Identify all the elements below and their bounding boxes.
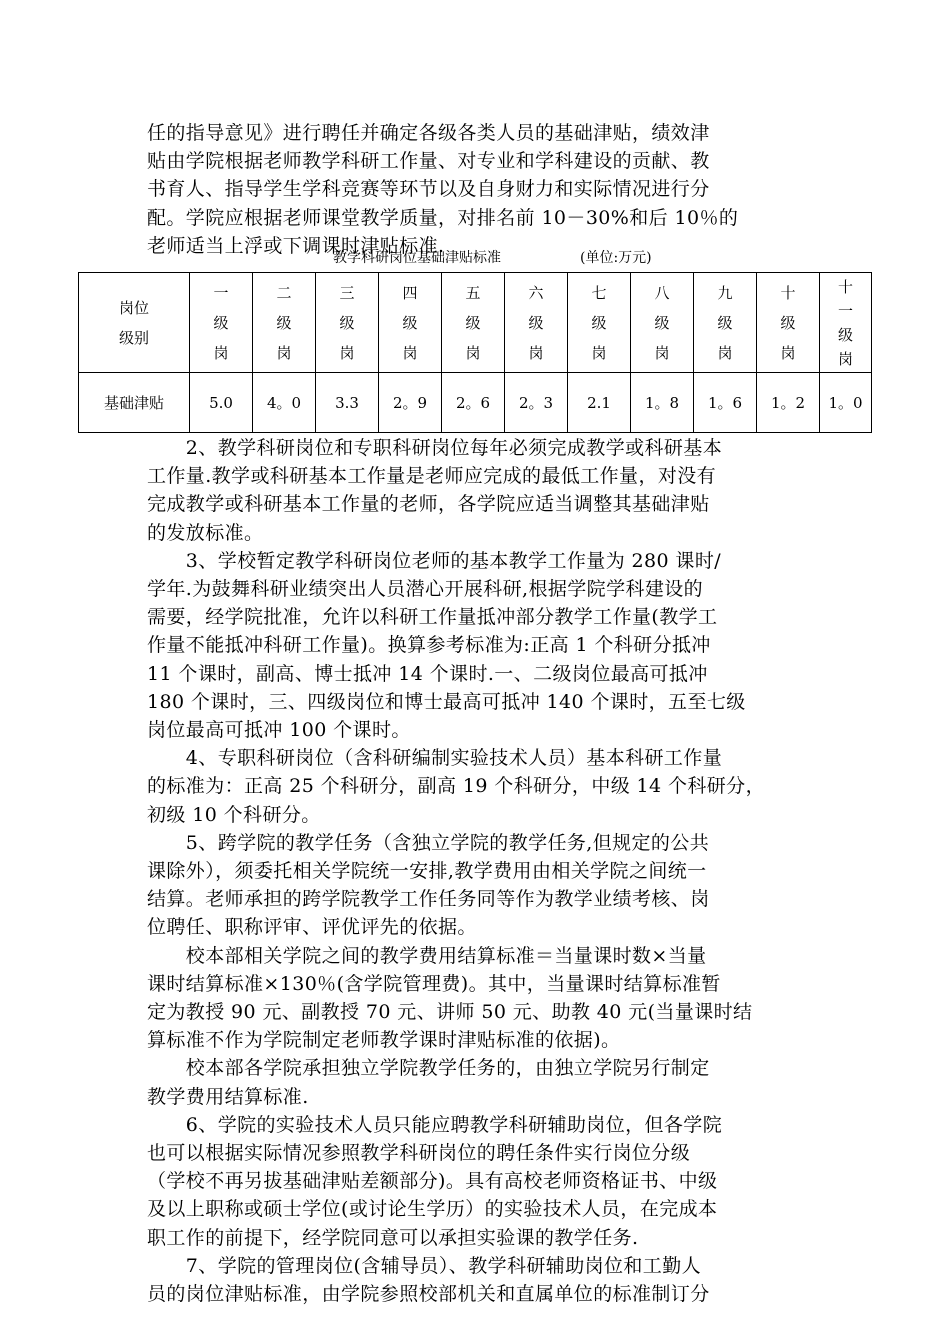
allowance-value-cell: 5.0: [190, 373, 253, 433]
text-line: 的标准为：正高 25 个科研分，副高 19 个科研分，中级 14 个科研分，: [147, 775, 765, 798]
text-line: 也可以根据实际情况参照教学科研岗位的聘任条件实行岗位分级: [147, 1142, 691, 1165]
text-line: 定为教授 90 元、副教授 70 元、讲师 50 元、助教 40 元(当量课时结: [147, 1001, 753, 1024]
level-header-cell: [631, 273, 694, 373]
level-header-char: 二: [276, 283, 292, 302]
level-header-char: 岗: [780, 343, 796, 362]
allowance-value-cell: 1。6: [694, 373, 757, 433]
paragraph: [147, 744, 807, 829]
level-header-char: 岗: [465, 343, 481, 362]
level-header-cell: [442, 273, 505, 373]
paragraph: [147, 1111, 807, 1252]
text-line: 7、学院的管理岗位(含辅导员）、教学科研辅助岗位和工勤人: [147, 1254, 702, 1277]
allowance-value-cell: 1。8: [631, 373, 694, 433]
level-header-char: 一: [837, 301, 853, 320]
text-line: 老师适当上浮或下调课时津贴标准.: [147, 234, 445, 257]
level-header-char: 五: [465, 283, 481, 302]
level-header-char: 级: [528, 313, 544, 332]
text-line: 配。学院应根据老师课堂教学质量，对排名前 10－30%和后 10％的: [147, 206, 739, 229]
level-header-cell: [379, 273, 442, 373]
level-header-char: 岗: [654, 343, 670, 362]
text-line: 课除外），须委托相关学院统一安排,教学费用由相关学院之间统一: [147, 860, 707, 883]
text-line: 任的指导意见》进行聘任并确定各级各类人员的基础津贴，绩效津: [147, 122, 710, 144]
text-line: 的发放标准。: [147, 521, 264, 544]
level-header-char: 级: [654, 313, 670, 332]
allowance-value-cell: 2.1: [568, 373, 631, 433]
paragraph: [147, 1252, 807, 1308]
level-header-cell: [190, 273, 253, 373]
text-line: 完成教学或科研基本工作量的老师，各学院应适当调整其基础津贴: [147, 493, 710, 516]
level-header-char: 岗: [591, 343, 607, 362]
paragraph: [147, 829, 807, 942]
level-header-char: 七: [591, 283, 607, 302]
text-line: 贴由学院根据老师教学科研工作量、对专业和学科建设的贡献、教: [147, 150, 710, 173]
text-line: 180 个课时，三、四级岗位和博士最高可抵冲 140 个课时，五至七级: [147, 690, 746, 713]
text-line: 员的岗位津贴标准，由学院参照校部机关和直属单位的标准制订分: [147, 1283, 710, 1306]
text-line: 算标准不作为学院制定老师教学课时津贴标准的依据)。: [147, 1029, 621, 1052]
level-header-char: 级: [780, 313, 796, 332]
level-header-char: 岗: [528, 343, 544, 362]
text-line: 作量不能抵冲科研工作量)。换算参考标准为:正高 1 个科研分抵冲: [147, 634, 711, 657]
allowance-value-cell: 1。0: [820, 373, 872, 433]
text-line: 职工作的前提下，经学院同意可以承担实验课的教学任务.: [147, 1226, 639, 1249]
level-header-cell: [694, 273, 757, 373]
text-line: 结算。老师承担的跨学院教学工作任务同等作为教学业绩考核、岗: [147, 888, 710, 911]
header-label-line: 级别: [118, 328, 149, 347]
level-header-char: 十: [837, 277, 853, 296]
level-header-char: 岗: [837, 349, 853, 368]
allowance-value-cell: 2。6: [442, 373, 505, 433]
text-line: 校本部相关学院之间的教学费用结算标准＝当量课时数×当量: [147, 944, 707, 967]
text-line: 需要，经学院批准，允许以科研工作量抵冲部分教学工作量(教学工: [147, 606, 718, 629]
text-line: 2、教学科研岗位和专职科研岗位每年必须完成教学或科研基本: [147, 437, 723, 459]
level-header-char: 级: [717, 313, 733, 332]
level-header-char: 岗: [276, 343, 292, 362]
text-line: 4、专职科研岗位（含科研编制实验技术人员）基本科研工作量: [147, 747, 723, 770]
header-label-cell: [79, 273, 190, 373]
text-line: 书育人、指导学生学科竞赛等环节以及自身财力和实际情况进行分: [147, 178, 710, 201]
level-header-char: 九: [717, 283, 733, 302]
allowance-table: [78, 272, 872, 433]
level-header-char: 级: [591, 313, 607, 332]
level-header-char: 六: [528, 283, 544, 302]
table-data-row: [79, 373, 872, 433]
allowance-value-cell: 2。9: [379, 373, 442, 433]
allowance-value-cell: 1。2: [757, 373, 820, 433]
level-header-char: 岗: [213, 343, 229, 362]
level-header-char: 岗: [339, 343, 355, 362]
level-header-char: 三: [339, 283, 355, 302]
intro-paragraph: [147, 119, 807, 260]
paragraph: [147, 547, 807, 744]
level-header-char: 级: [213, 313, 229, 332]
level-header-char: 一: [213, 283, 229, 302]
level-header-cell: [757, 273, 820, 373]
text-line: 6、学院的实验技术人员只能应聘教学科研辅助岗位，但各学院: [147, 1113, 723, 1136]
allowance-value-cell: 3.3: [316, 373, 379, 433]
text-line: 11 个课时，副高、博士抵冲 14 个课时.一、二级岗位最高可抵冲: [147, 662, 708, 685]
level-header-cell: [253, 273, 316, 373]
level-header-cell: [568, 273, 631, 373]
header-label-line: 岗位: [118, 298, 149, 317]
allowance-value-cell: 4。0: [253, 373, 316, 433]
paragraph: [147, 434, 807, 547]
paragraph: [147, 1054, 807, 1110]
text-line: 及以上职称或硕士学位(或讨论生学历）的实验技术人员，在完成本: [147, 1198, 718, 1221]
paragraph: [147, 942, 807, 1055]
level-header-char: 岗: [402, 343, 418, 362]
level-header-char: 四: [402, 283, 418, 302]
table-unit: (单位:万元): [580, 250, 652, 266]
text-line: 3、学校暂定教学科研岗位老师的基本教学工作量为 280 课时/: [147, 549, 722, 572]
level-header-char: 级: [465, 313, 481, 332]
level-header-char: 八: [654, 283, 670, 302]
text-line: 教学费用结算标准.: [147, 1085, 309, 1108]
level-header-char: 岗: [717, 343, 733, 362]
level-header-cell: [820, 273, 872, 373]
text-line: 初级 10 个科研分。: [147, 803, 321, 826]
table-title: 教学科研岗位基础津贴标准: [333, 250, 501, 266]
text-line: 5、跨学院的教学任务（含独立学院的教学任务,但规定的公共: [147, 831, 710, 854]
body-text: [147, 434, 807, 1308]
table-header-row: [79, 273, 872, 373]
text-line: 课时结算标准×130％(含学院管理费)。其中，当量课时结算标准暂: [147, 972, 721, 995]
allowance-value-cell: 2。3: [505, 373, 568, 433]
text-line: 工作量.教学或科研基本工作量是老师应完成的最低工作量，对没有: [147, 465, 717, 488]
text-line: （学校不再另拔基础津贴差额部分)。具有高校老师资格证书、中级: [147, 1170, 718, 1193]
level-header-cell: [505, 273, 568, 373]
row-label-cell: 基础津贴: [79, 373, 190, 433]
text-line: 岗位最高可抵冲 100 个课时。: [147, 719, 411, 742]
text-line: 学年.为鼓舞科研业绩突出人员潜心开展科研,根据学院学科建设的: [147, 578, 704, 601]
level-header-char: 十: [780, 283, 796, 302]
level-header-char: 级: [402, 313, 418, 332]
level-header-cell: [316, 273, 379, 373]
level-header-char: 级: [837, 325, 853, 344]
text-line: 位聘任、职称评审、评优评先的依据。: [147, 916, 477, 939]
level-header-char: 级: [339, 313, 355, 332]
text-line: 校本部各学院承担独立学院教学任务的，由独立学院另行制定: [147, 1057, 710, 1080]
level-header-char: 级: [276, 313, 292, 332]
